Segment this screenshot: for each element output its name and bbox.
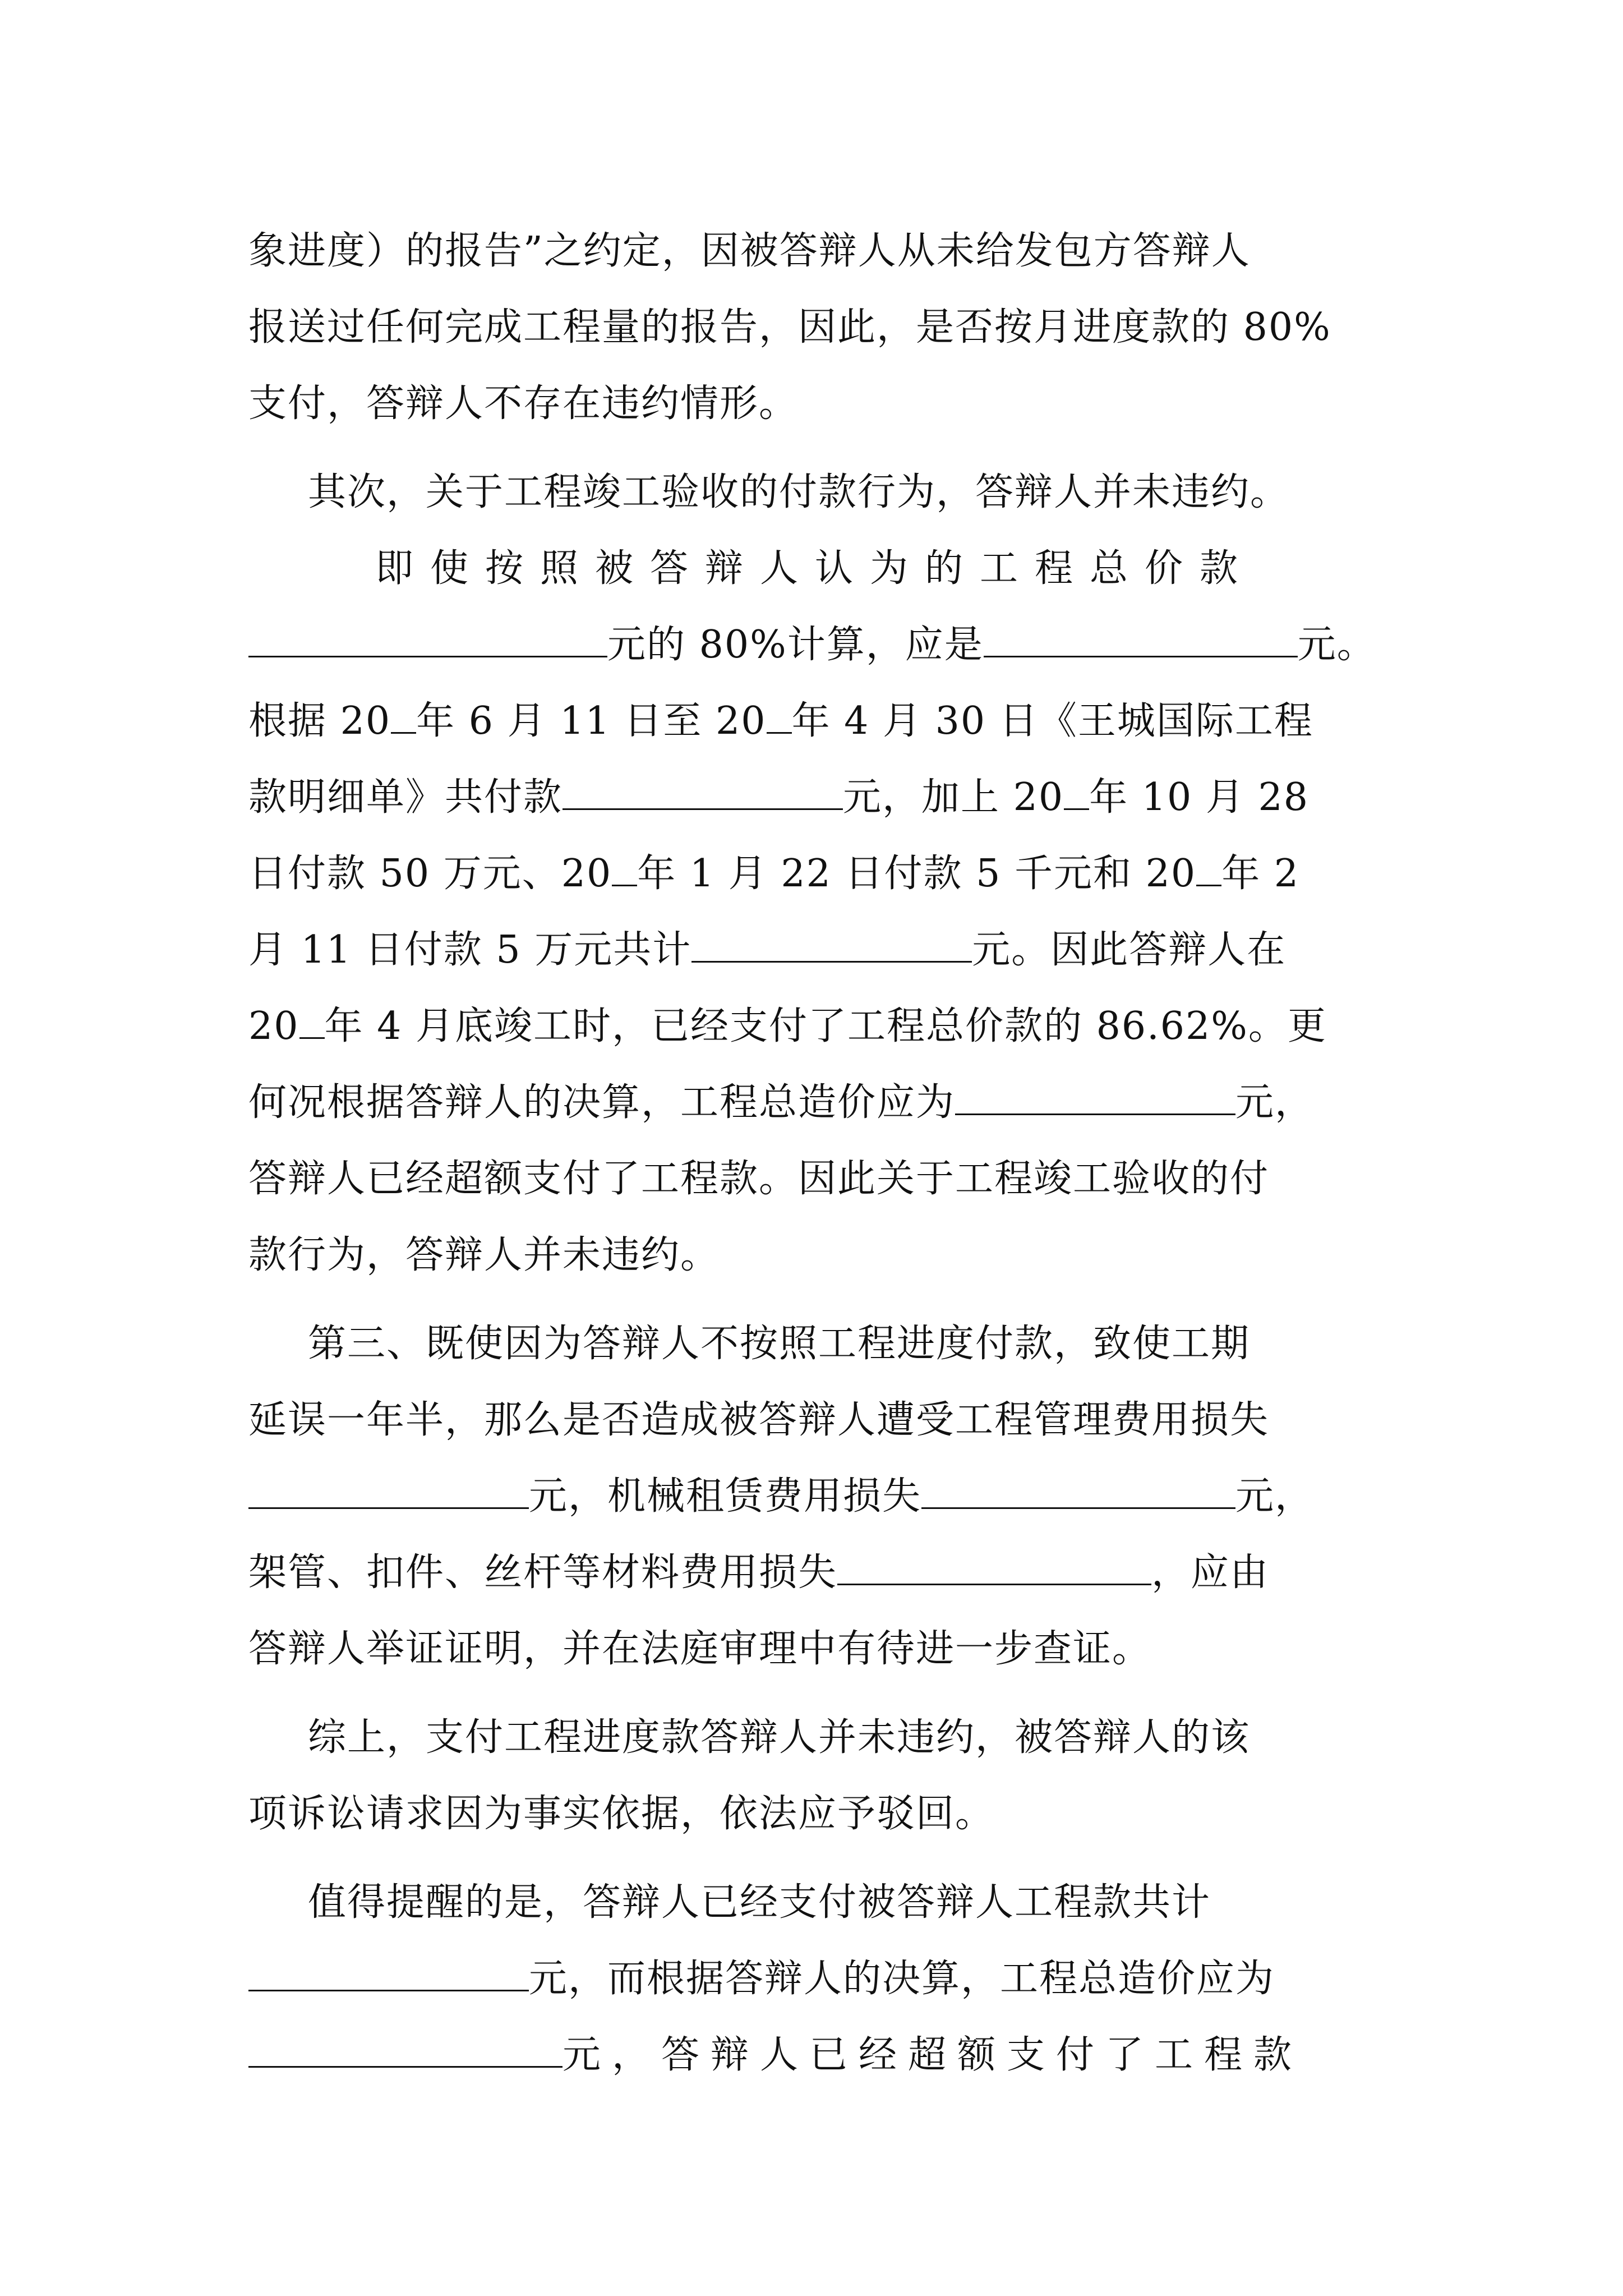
blank-field: [837, 1550, 1151, 1585]
blank-field: [955, 1080, 1235, 1115]
text: 年 6 月 11 日至 20: [416, 699, 767, 743]
text: 月 11 日付款 5 万元共计: [248, 928, 692, 972]
text: 年 4 月 30 日《王城国际工程: [791, 699, 1313, 743]
text: 年 10 月 28: [1089, 775, 1310, 820]
text-line: [248, 1217, 1386, 1294]
text: 其次，关于工程竣工验收的付款行为，答辩人并未违约。: [308, 470, 1290, 514]
text: 即使按照被答辩人认为的工程总价款: [375, 546, 1255, 591]
blank-field: [767, 698, 792, 734]
text: ，应由: [1151, 1550, 1270, 1595]
text-line: [248, 1141, 1386, 1217]
text: 第三、既使因为答辩人不按照工程进度付款，致使工期: [308, 1322, 1251, 1366]
text-line: [248, 1776, 1386, 1852]
blank-field: [391, 698, 416, 734]
blank-field: [248, 2032, 562, 2068]
text: 答辩人已经超额支付了工程款。因此关于工程竣工验收的付: [248, 1157, 1270, 1201]
text: 何况根据答辩人的决算，工程总造价应为: [248, 1080, 956, 1125]
text: 年 4 月底竣工时，已经支付了工程总价款的 86.62%。更: [324, 1004, 1327, 1048]
text-line: [248, 1700, 1386, 1776]
text-line: [248, 1306, 1386, 1382]
text-line: [248, 836, 1386, 912]
text-line: [248, 683, 1386, 760]
text-line: [248, 760, 1386, 836]
text-line: [248, 213, 1386, 289]
blank-field: [248, 622, 607, 657]
blank-field: [562, 775, 843, 810]
text: 年 2: [1221, 852, 1300, 896]
text-line: [248, 289, 1386, 366]
text: 元。因此答辩人在: [972, 928, 1287, 972]
text: 元，加上 20: [843, 775, 1064, 820]
text: 元，: [1235, 1080, 1315, 1125]
blank-field: [1196, 851, 1221, 886]
text: 答辩人举证证明，并在法庭审理中有待进一步查证。: [248, 1627, 1152, 1671]
text: 款行为，答辩人并未违约。: [248, 1233, 720, 1277]
text-line: [248, 1535, 1386, 1611]
blank-field: [984, 622, 1298, 657]
text-line: [248, 366, 1386, 442]
text-line: [248, 1865, 1386, 1941]
text: 元的 80%计算，应是: [607, 623, 984, 667]
text-line: [248, 531, 1386, 607]
text-line: [248, 2017, 1386, 2093]
text-line: [248, 912, 1386, 988]
text-line: [248, 1065, 1386, 1141]
blank-field: [691, 927, 972, 963]
text: 综上，支付工程进度款答辩人并未违约，被答辩人的该: [308, 1715, 1251, 1760]
text-line: [248, 1458, 1386, 1535]
text: 元。: [1297, 623, 1376, 667]
text: 元，机械租赁费用损失: [529, 1474, 922, 1519]
text: 款明细单》共付款: [248, 775, 563, 820]
text: 延误一年半，那么是否造成被答辩人遭受工程管理费用损失: [248, 1398, 1270, 1442]
text-line: [248, 1611, 1386, 1687]
text-line: [248, 988, 1386, 1065]
text: 架管、扣件、丝杆等材料费用损失: [248, 1550, 838, 1595]
text-line: [248, 1382, 1386, 1458]
text: 元，: [1235, 1474, 1315, 1519]
text-line: [248, 454, 1386, 531]
text: 值得提醒的是，答辩人已经支付被答辩人工程款共计: [308, 1880, 1211, 1925]
text: 年 1 月 22 日付款 5 千元和 20: [637, 852, 1197, 896]
text-line: [248, 1941, 1386, 2017]
blank-field: [248, 1474, 529, 1509]
text: 20: [248, 1004, 299, 1048]
blank-field: [1064, 775, 1089, 810]
text: 元，而根据答辩人的决算，工程总造价应为: [529, 1957, 1275, 2001]
blank-field: [299, 1004, 325, 1039]
text: 报送过任何完成工程量的报告，因此，是否按月进度款的 80%: [248, 305, 1331, 349]
text: 支付，答辩人不存在违约情形。: [248, 381, 799, 426]
text-line: [248, 607, 1386, 683]
blank-field: [612, 851, 637, 886]
blank-field: [248, 1956, 529, 1991]
text: 日付款 50 万元、20: [248, 852, 612, 896]
blank-field: [921, 1474, 1235, 1509]
text: 根据 20: [248, 699, 391, 743]
text: 象进度）的报告”之约定，因被答辩人从未给发包方答辩人: [248, 229, 1251, 273]
text: 项诉讼请求因为事实依据，依法应予驳回。: [248, 1792, 995, 1836]
text: 元，答辩人已经超额支付了工程款: [562, 2033, 1303, 2077]
document-body: [248, 213, 1386, 2093]
